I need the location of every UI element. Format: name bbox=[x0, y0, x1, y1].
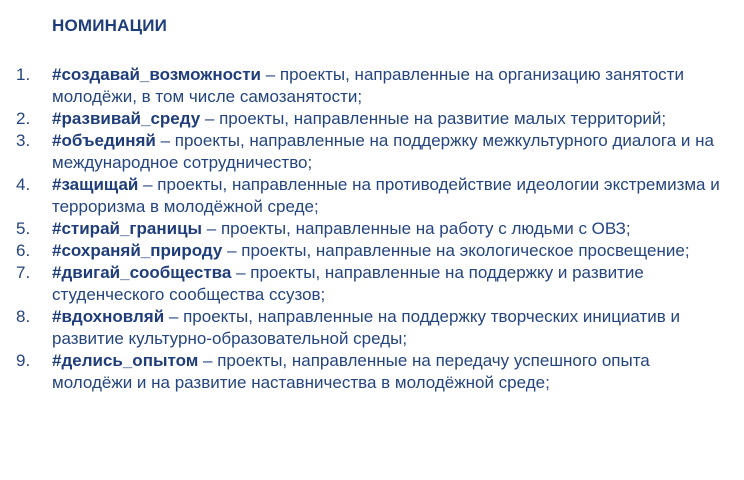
item-description: – проекты, направленные на поддержку межкультурного диалога и на международное сотрудничество; bbox=[52, 131, 714, 172]
item-description: – проекты, направленные на организацию занятости молодёжи, в том числе самозанятости; bbox=[52, 65, 684, 106]
nomination-item bbox=[16, 350, 732, 394]
nomination-item bbox=[16, 174, 732, 218]
item-description: – проекты, направленные на передачу успешного опыта молодёжи и на развитие наставничества в молодёжной среде; bbox=[52, 351, 650, 392]
item-number: 6. bbox=[16, 241, 31, 260]
nomination-item bbox=[16, 64, 732, 108]
nomination-item bbox=[16, 108, 732, 130]
hashtag: #делись_опытом bbox=[52, 351, 199, 370]
item-number: 4. bbox=[16, 175, 31, 194]
item-text bbox=[52, 262, 732, 306]
page-title: НОМИНАЦИИ bbox=[52, 16, 168, 35]
item-text bbox=[52, 218, 732, 240]
nominations-list bbox=[16, 64, 732, 394]
item-text bbox=[52, 174, 732, 218]
hashtag: #объединяй bbox=[52, 131, 156, 150]
hashtag: #двигай_сообщества bbox=[52, 263, 232, 282]
item-text bbox=[52, 350, 732, 394]
hashtag: #создавай_возможности bbox=[52, 65, 261, 84]
item-description: – проекты, направленные на работу с людьми с ОВЗ; bbox=[202, 219, 631, 238]
item-text bbox=[52, 240, 732, 262]
hashtag: #сохраняй_природу bbox=[52, 241, 223, 260]
item-number: 2. bbox=[16, 109, 31, 128]
nomination-item bbox=[16, 218, 732, 240]
item-description: – проекты, направленные на развитие малых территорий; bbox=[200, 109, 667, 128]
nomination-item bbox=[16, 262, 732, 306]
item-description: – проекты, направленные на поддержку творческих инициатив и развитие культурно-образовательной среды; bbox=[52, 307, 681, 348]
item-description: – проекты, направленные на поддержку и развитие студенческого сообщества ссузов; bbox=[52, 263, 644, 304]
item-number: 1. bbox=[16, 65, 31, 84]
item-text bbox=[52, 306, 732, 350]
nomination-item bbox=[16, 130, 732, 174]
item-number: 7. bbox=[16, 263, 31, 282]
hashtag: #вдохновляй bbox=[52, 307, 165, 326]
item-number: 5. bbox=[16, 219, 31, 238]
hashtag: #развивай_среду bbox=[52, 109, 201, 128]
hashtag: #стирай_границы bbox=[52, 219, 203, 238]
item-description: – проекты, направленные на противодействие идеологии экстремизма и терроризма в молодёжной среде; bbox=[52, 175, 720, 216]
item-text bbox=[52, 108, 732, 130]
item-text bbox=[52, 64, 732, 108]
hashtag: #защищай bbox=[52, 175, 139, 194]
item-number: 3. bbox=[16, 131, 31, 150]
item-number: 8. bbox=[16, 307, 31, 326]
nomination-item bbox=[16, 240, 732, 262]
item-number: 9. bbox=[16, 351, 31, 370]
nomination-item bbox=[16, 306, 732, 350]
item-text bbox=[52, 130, 732, 174]
item-description: – проекты, направленные на экологическое просвещение; bbox=[222, 241, 690, 260]
